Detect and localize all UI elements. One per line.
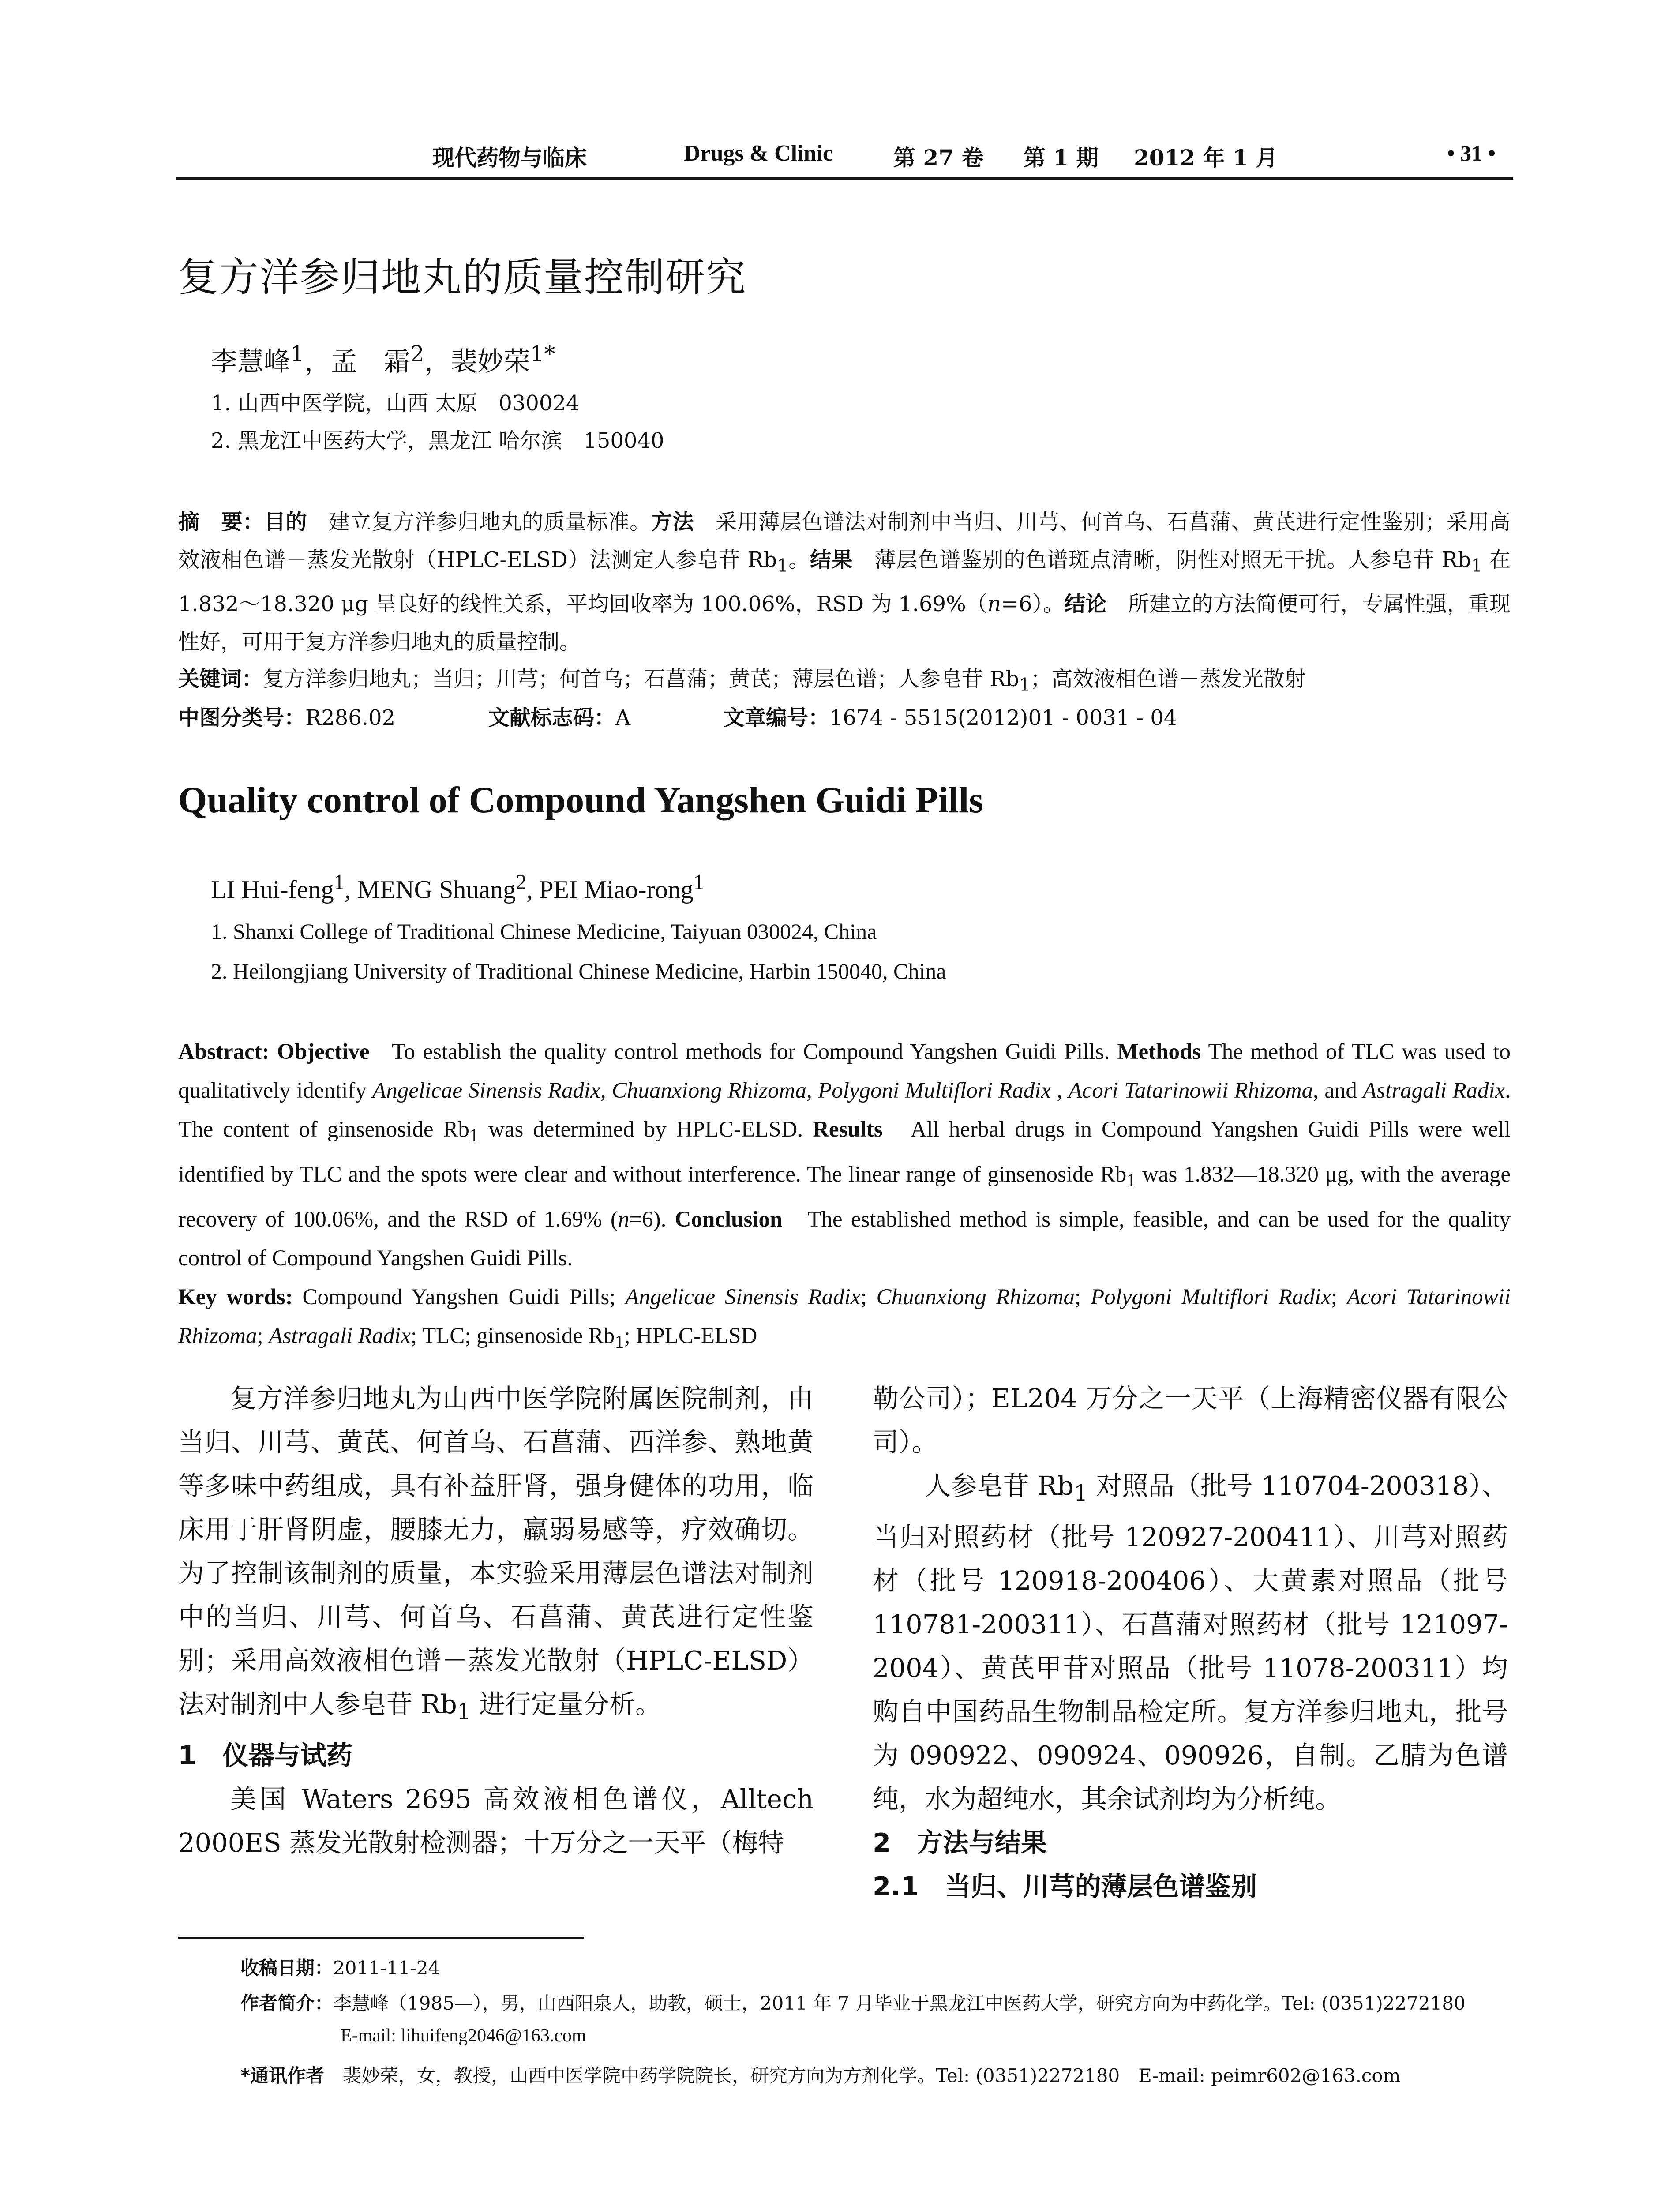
conjunction: and [1324,1078,1357,1103]
running-header [176,140,1513,176]
issue: 第 1 期 [1024,145,1099,171]
classification-line [178,701,1177,731]
author-name: 孟 霜 [330,346,410,377]
results-text-3: =6）。 [1001,591,1065,616]
objective-text: To establish the quality control methods for Compound Yangshen Guidi Pills. [392,1039,1110,1064]
affiliation-cn-1: 1. 山西中医学院，山西 太原 030024 [211,391,580,416]
footnote-label: 收稿日期： [240,1957,334,1979]
subscript: 1 [469,1125,479,1146]
journal-title-en: Drugs & Clinic [684,141,833,166]
paragraph-text-end: 对照品（批号 110704-200318）、当归对照药材（批号 120927-200411）、川芎对照药材（批号 120918-200406）、大黄素对照品（批号 110781-200311）、石菖蒲对照药材（批号 121097-2004）、黄芪甲苷对照品（批号 11078-200311）均购自中国药品生物制品检定所。复方洋参归地丸，批号为 090922、090924、090926，自制。乙腈为色谱纯，水为超纯水，其余试剂均为分析纯。 [873,1471,1508,1814]
methods-text: 采用薄层色谱法对制剂中当归、川芎、何首乌、石菖蒲、黄芪进行定性鉴别；采用高效液相色谱－蒸发光散射（HPLC-ELSD）法测定人参皂苷 Rb [178,510,1511,572]
footnote-rule [178,1937,584,1939]
paragraph-text-end: 进行定量分析。 [471,1689,661,1719]
footnote-text: 李慧峰（1985—），男，山西阳泉人，助教，硕士，2011 年 7 月毕业于黑龙江中医药大学，研究方向为中药化学。Tel: (0351)2272180 [333,1992,1466,2014]
subscript: 1 [1019,675,1031,695]
herb-name: Astragali Radix [1363,1078,1505,1103]
article-no-value: 1674 - 5515(2012)01 - 0031 - 04 [829,705,1178,730]
keywords-text: 复方洋参归地丸；当归；川芎；何首乌；石菖蒲；黄芪；薄层色谱；人参皂苷 Rb [263,667,1020,691]
clc-value: R286.02 [305,705,396,730]
abstract-en: Abstract: Objective To establish the quality control methods for Compound Yangshen Guidi Pills. Methods The method of TLC was used to qualitatively identify Angelicae Sinensis Radix, Chuanxiong Rhizoma, Polygoni Multiflori Radix , Acori Tatarinowii Rhizoma, and Astragali Radix. The content of ginsenoside $Rb_1$ was determined by HPLC-ELSD. Results All herbal drugs in Compound Yangshen Guidi Pills were well identified by TLC and the spots were clear and without interference. The linear range of ginsenoside $Rb_1$ was 1.832—18.320 μg, with the average recovery of 100.06%, and the RSD of 1.69% (n=6). Conclusion The established method is simple, feasible, and can be used for the quality control of Compound Yangshen Guidi Pills. Key words: Compound Yangshen Guidi Pills; Angelicae Sinensis Radix; Chuanxiong Rhizoma; Polygoni Multiflori Radix; Acori Tatarinowii Rhizoma; Astragali Radix; TLC; ginsenoside $Rb_1$; HPLC-ELSD [178,1039,1511,1353]
subscript: 1 [1074,1480,1088,1506]
keyword: Compound Yangshen Guidi Pills; [302,1285,626,1310]
footnote-text: 裴妙荣，女，教授，山西中医学院中药学院院长，研究方向为方剂化学。Tel: (0351)2272180 E-mail: peimr602@163.com [342,2065,1401,2086]
keyword: Astragali Radix [269,1324,411,1349]
paragraph-text: 人参皂苷 Rb [925,1471,1074,1501]
conclusion-text: 所建立的方法简便可行，专属性强，重现性好，可用于复方洋参归地丸的质量控制。 [178,591,1511,654]
author-name: 李慧峰 [211,346,290,377]
body-column-left [178,1377,814,1865]
herb-name: Chuanxiong Rhizoma [611,1078,807,1103]
affiliation-mark: 2 [410,341,424,367]
authors-en: LI Hui-feng$^1$, MENG Shuang$^2$, PEI Miao-rong$^1$ [211,870,704,904]
punct: 。 [788,548,810,572]
objective-label: Objective [277,1039,370,1064]
footnote-label: *通讯作者 [240,2065,324,2086]
n-symbol: n [987,591,1001,616]
affiliation-en-1: 1. Shanxi College of Traditional Chinese Medicine, Taiyuan 030024, China [211,919,877,944]
footnote-received [240,1954,440,1980]
methods-text: The method of TLC was used to qualitatively identify [178,1039,1511,1103]
body-paragraph [178,1377,814,1733]
separator: ， [424,346,451,377]
affiliation-mark: 1 [290,341,304,367]
keyword: ; HPLC-ELSD [624,1324,758,1349]
footnote-corresponding [240,2061,1401,2088]
author-name: LI Hui-feng [211,875,334,904]
results-text-2: 在 1.832～18.320 μg 呈良好的线性关系，平均回收率为 100.06%，RSD 为 1.69%（ [178,548,1511,616]
conclusion-label: 结论 [1064,591,1107,616]
affiliation-mark: 2 [516,870,527,894]
footnote-bio-email: E-mail: lihuifeng2046@163.com [341,2026,586,2046]
objective-text: 建立复方洋参归地丸的质量标准。 [329,510,651,534]
doc-code-label: 文献标志码： [488,705,615,730]
results-label: 结果 [810,548,853,572]
section-heading: 2 方法与结果 [873,1827,1047,1858]
body-paragraph: 勒公司）；EL204 万分之一天平（上海精密仪器有限公司）。 [873,1383,1508,1457]
keyword: Polygoni Multiflori Radix [1090,1285,1331,1310]
clc-label: 中图分类号： [178,705,306,730]
authors-cn [211,341,555,379]
results-text: 薄层色谱鉴别的色谱斑点清晰，阴性对照无干扰。人参皂苷 Rb [874,548,1471,572]
results-label: Results [813,1117,883,1142]
doc-code-value: A [615,705,631,730]
keyword: Chuanxiong Rhizoma [876,1285,1075,1310]
subscript: 1 [1471,555,1482,576]
methods-label: 方法 [651,510,694,534]
subscript: 1 [1126,1170,1136,1191]
footnote-bio [240,1989,1466,2015]
page-number: • 31 • [1447,141,1496,165]
subsection-heading: 2.1 当归、川芎的薄层色谱鉴别 [873,1871,1257,1902]
body-paragraph [873,1464,1508,1821]
herb-name: Polygoni Multiflori Radix [818,1078,1051,1103]
affiliation-mark: 1 [693,870,704,894]
conclusion-label: Conclusion [675,1207,783,1232]
article-no-label: 文章编号： [723,705,829,730]
article-title-en: Quality control of Compound Yangshen Guidi Pills [178,780,984,821]
abstract-label: 摘 要： [178,510,264,534]
subscript: 1 [777,555,788,576]
article-title-cn: 复方洋参归地丸的质量控制研究 [178,254,746,300]
affiliation-en-2: 2. Heilongjiang University of Traditional Chinese Medicine, Harbin 150040, China [211,959,946,983]
abstract-cn [178,503,1511,661]
subscript: 1 [457,1698,471,1724]
herb-name: Acori Tatarinowii Rhizoma [1068,1078,1313,1103]
author-name: PEI Miao-rong [539,875,694,904]
abstract-label: Abstract: [178,1039,270,1064]
keywords-text-end: ；高效液相色谱－蒸发光散射 [1030,667,1306,691]
affiliation-mark: 1* [530,341,555,367]
author-name: 裴妙荣 [450,346,530,377]
keywords-label: Key words: [178,1285,293,1310]
n-symbol: n [618,1207,630,1232]
affiliation-mark: 1 [334,870,345,894]
affiliation-cn-2: 2. 黑龙江中医药大学，黑龙江 哈尔滨 150040 [211,428,664,453]
herb-name: Angelicae Sinensis Radix [372,1078,600,1103]
methods-text-3: was determined by HPLC-ELSD. [479,1117,803,1142]
author-name: MENG Shuang [357,875,516,904]
issue-date: 2012 年 1 月 [1134,145,1278,171]
body-column-right [873,1377,1508,1908]
footnote-text: 2011-11-24 [333,1957,440,1979]
section-heading: 1 仪器与试药 [178,1740,353,1771]
keyword: Acori Tatarinowii Rhizoma [178,1285,1511,1349]
header-rule [176,177,1513,180]
paragraph-text: 复方洋参归地丸为山西中医学院附属医院制剂，由当归、川芎、黄芪、何首乌、石菖蒲、西洋参、熟地黄等多味中药组成，具有补益肝肾，强身健体的功用，临床用于肝肾阴虚，腰膝无力，羸弱易感等，疗效确切。为了控制该制剂的质量，本实验采用薄层色谱法对制剂中的当归、川芎、何首乌、石菖蒲、黄芪进行定性鉴别；采用高效液相色谱－蒸发光散射（HPLC-ELSD）法对制剂中人参皂苷 Rb [178,1383,814,1719]
footnote-label: 作者简介： [240,1992,334,2014]
methods-text-2: . The content of ginsenoside Rb [178,1078,1511,1142]
conclusion-text: The established method is simple, feasible, and can be used for the quality control of Compound Yangshen Guidi Pills. [178,1207,1511,1271]
keyword: ; TLC; ginsenoside Rb [411,1324,615,1349]
body-paragraph: 美国 Waters 2695 高效液相色谱仪，Alltech 2000ES 蒸发光散射检测器；十万分之一天平（梅特 [178,1783,814,1858]
results-text-2: was 1.832—18.320 μg, with the average recovery of 100.06%, and the RSD of 1.69% ( [178,1162,1511,1232]
keywords-cn [178,662,1306,695]
volume: 第 27 卷 [893,145,984,171]
results-text-3: =6). [629,1207,667,1232]
objective-label: 目的 [264,510,308,534]
results-text: All herbal drugs in Compound Yangshen Guidi Pills were well identified by TLC and the spots were clear and without interference. The linear range of ginsenoside Rb [178,1117,1511,1187]
keywords-label: 关键词： [178,667,263,691]
separator: ， [304,346,331,377]
keyword: Angelicae Sinensis Radix [625,1285,861,1310]
journal-title-cn: 现代药物与临床 [432,145,587,171]
subscript: 1 [615,1332,624,1353]
methods-label: Methods [1117,1039,1201,1064]
